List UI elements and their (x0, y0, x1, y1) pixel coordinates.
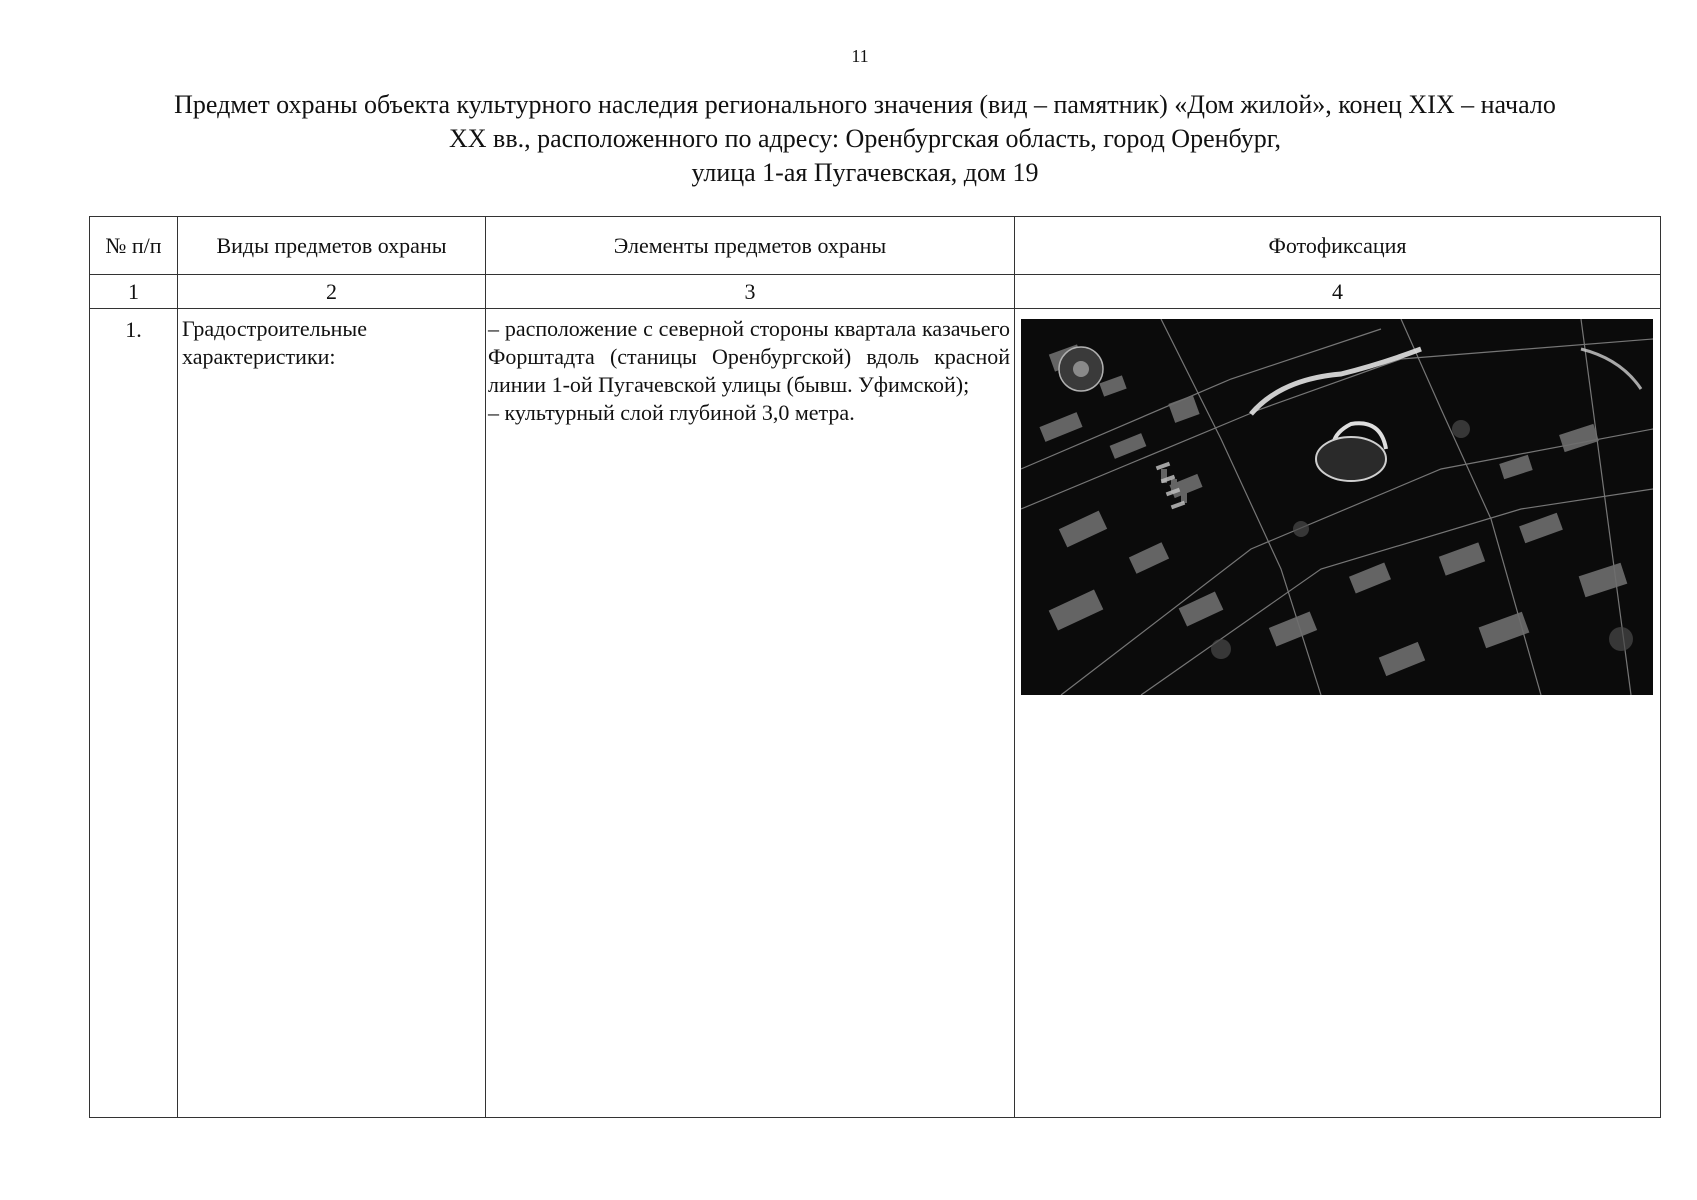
header-elements: Элементы предметов охраны (486, 217, 1015, 275)
header-num: № п/п (90, 217, 178, 275)
page-number: 11 (851, 46, 869, 66)
protection-type: Градостроительные характеристики: (178, 309, 486, 1118)
aerial-photo (1021, 319, 1653, 695)
element-item: – культурный слой глубиной 3,0 метра. (488, 400, 855, 425)
element-item: – расположение с северной стороны квартала казачьего Форштадта (станицы Оренбургской) вдоль красной линии 1-ой Пугачевской улицы (бывш. Уфимской); (488, 316, 1010, 397)
photo-cell (1015, 309, 1661, 1118)
column-index: 2 (178, 275, 486, 309)
header-type: Виды предметов охраны (178, 217, 486, 275)
title-line-1: Предмет охраны объекта культурного наследия регионального значения (вид – памятник) «Дом жилой», конец XIX – начало (174, 90, 1556, 119)
column-index-row (90, 275, 1661, 309)
column-index: 4 (1015, 275, 1661, 309)
document-title (95, 88, 1635, 190)
header-row (90, 217, 1661, 275)
row-number: 1. (90, 309, 178, 1118)
title-line-3: улица 1-ая Пугачевская, дом 19 (691, 158, 1039, 187)
protection-table (89, 216, 1661, 1118)
column-index: 1 (90, 275, 178, 309)
header-photo: Фотофиксация (1015, 217, 1661, 275)
title-line-2: XX вв., расположенного по адресу: Оренбургская область, город Оренбург, (449, 124, 1281, 153)
column-index: 3 (486, 275, 1015, 309)
protection-elements (486, 309, 1015, 1118)
table-row (90, 309, 1661, 1118)
